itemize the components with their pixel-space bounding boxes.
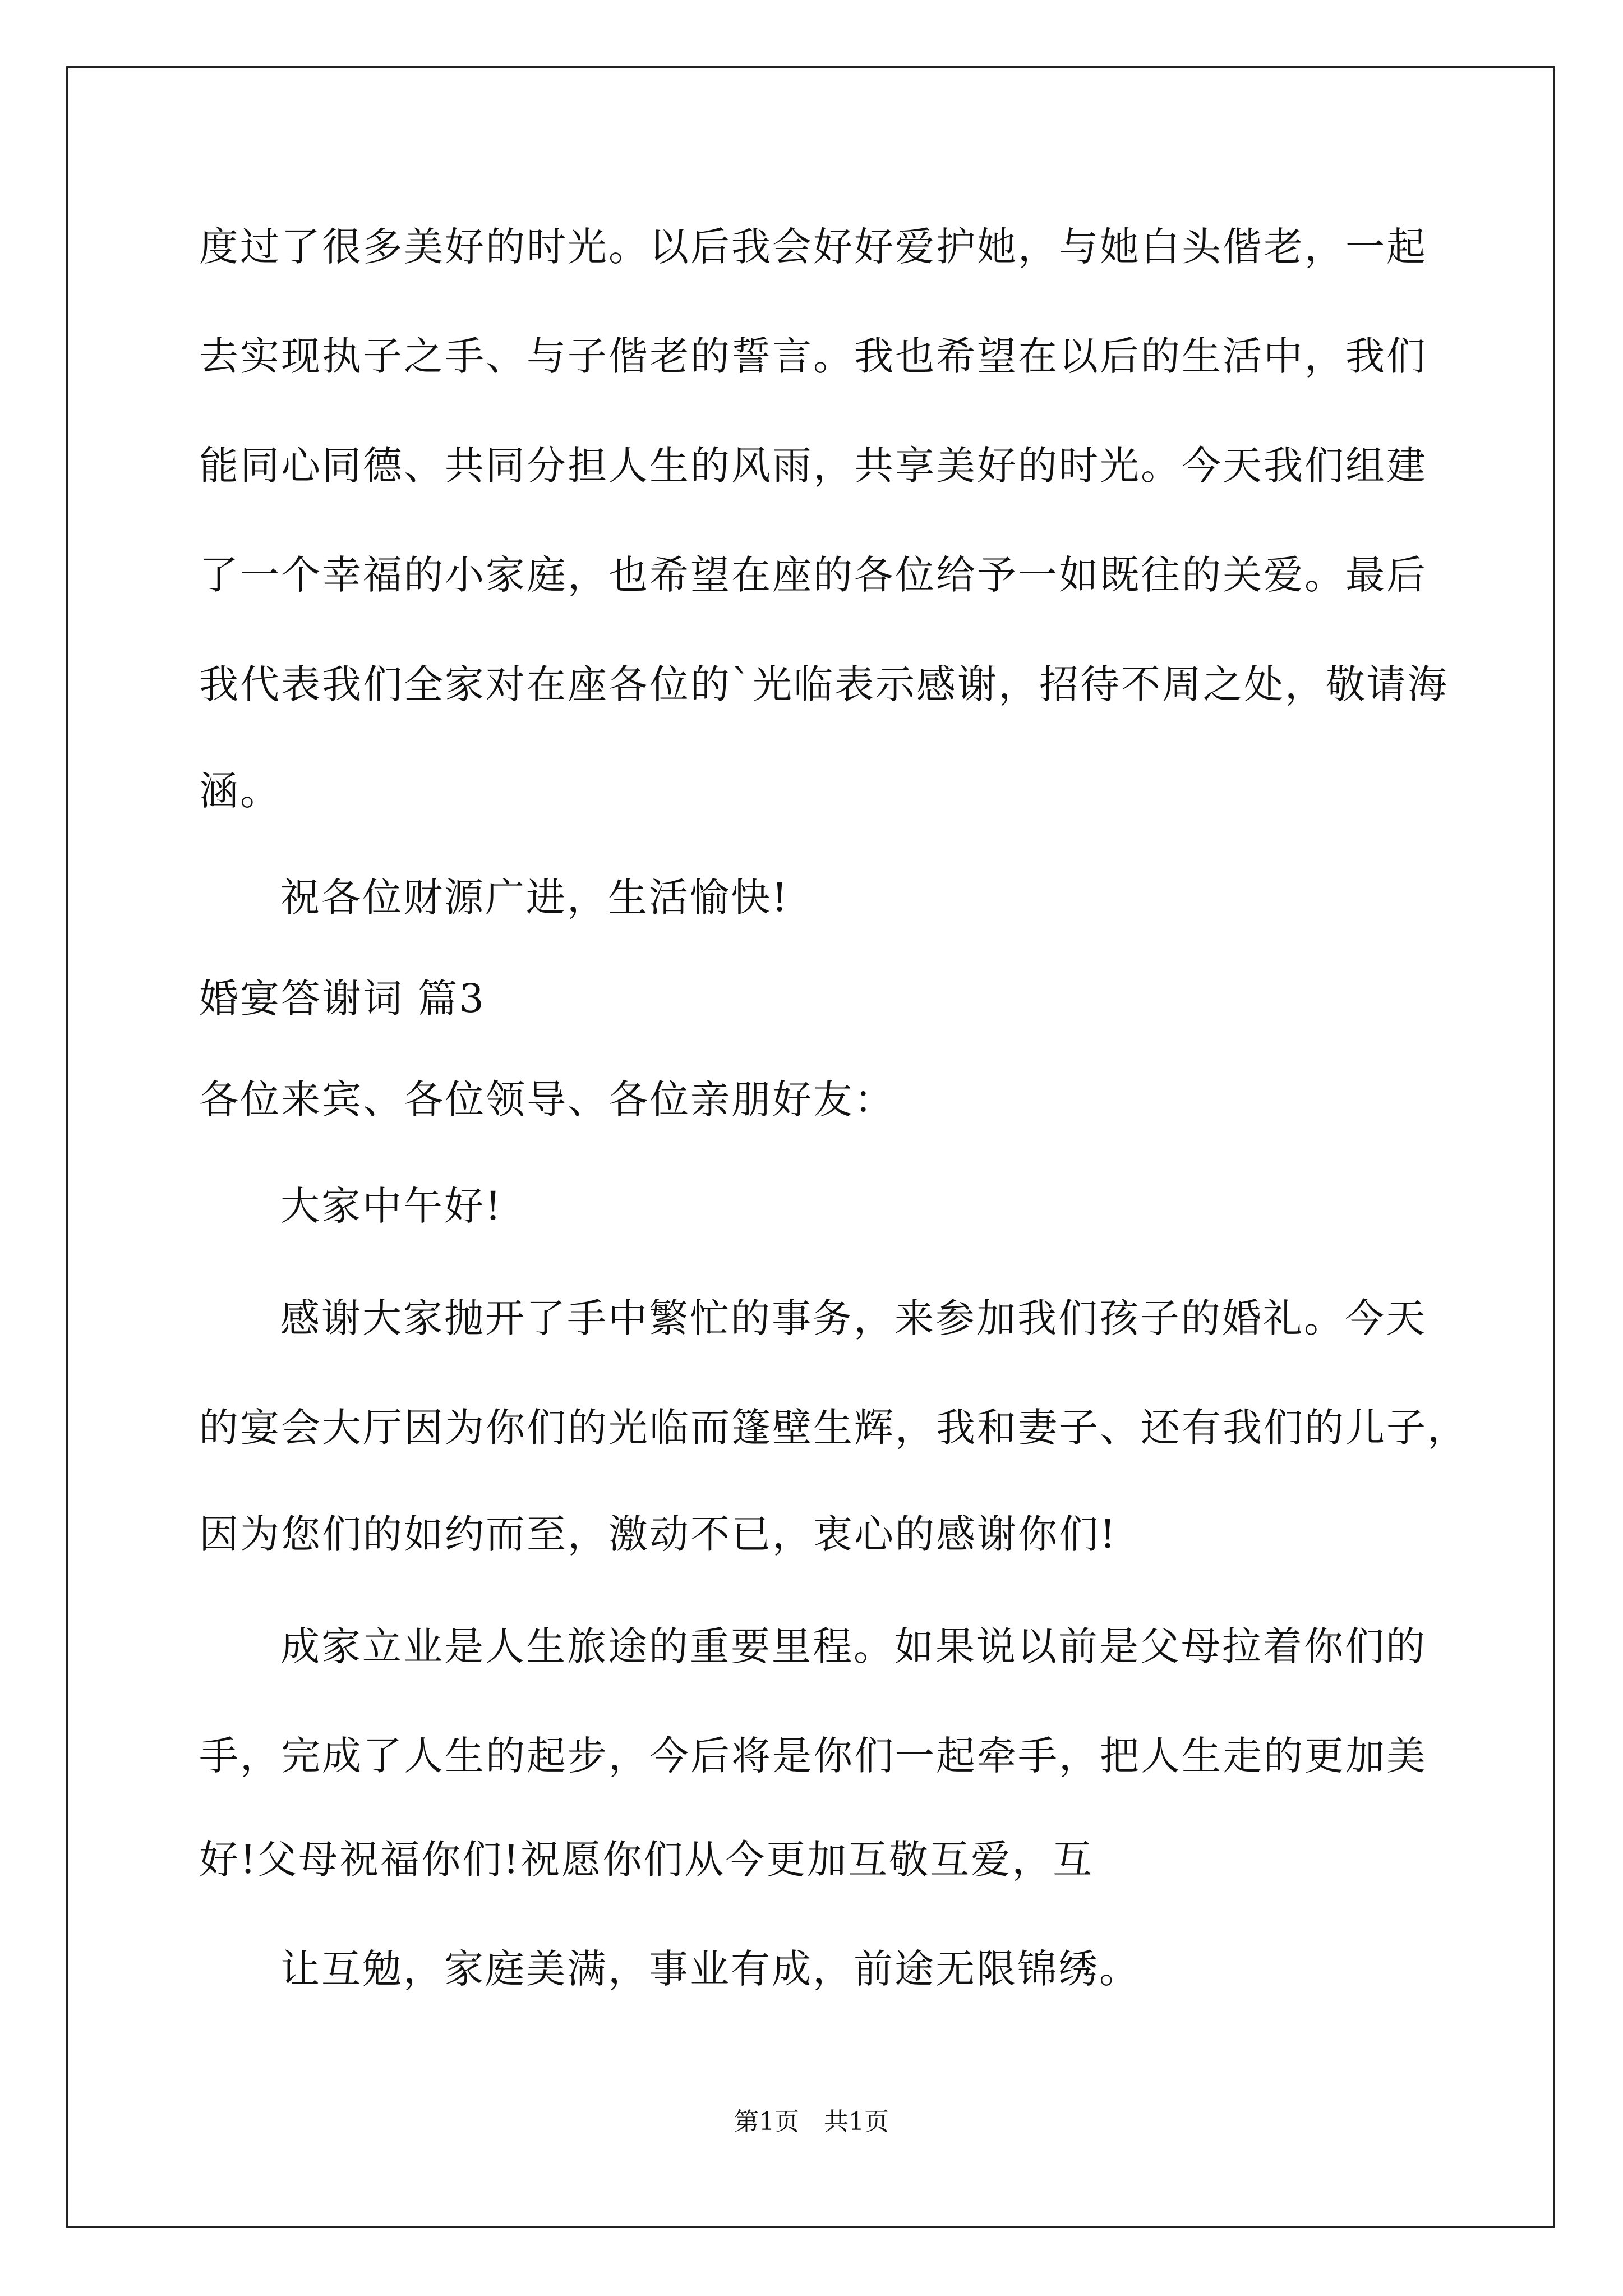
body-text-line: 度过了很多美好的时光。以后我会好好爱护她，与她白头偕老，一起 [199,224,1427,270]
blessing-line: 祝各位财源广进，生活愉快! [280,875,790,921]
body-text-line: 感谢大家抛开了手中繁忙的事务，来参加我们孩子的婚礼。今天 [280,1295,1427,1341]
body-text-line: 手，完成了人生的起步，今后将是你们一起牵手，把人生走的更加美 [199,1733,1427,1779]
body-text-line: 好!父母祝福你们!祝愿你们从今更加互敬互爱，互 [199,1837,1094,1883]
body-text-line: 让互勉，家庭美满，事业有成，前途无限锦绣。 [280,1946,1140,1992]
page-border [66,66,1555,2228]
greeting-line: 大家中午好! [280,1183,503,1229]
body-text-line: 去实现执子之手、与子偕老的誓言。我也希望在以后的生活中，我们 [199,333,1427,379]
section-heading: 婚宴答谢词 篇3 [199,976,486,1022]
body-text-line: 能同心同德、共同分担人生的风雨，共享美好的时光。今天我们组建 [199,443,1427,489]
salutation-line: 各位来宾、各位领导、各位亲朋好友： [199,1076,895,1122]
body-text-line: 成家立业是人生旅途的重要里程。如果说以前是父母拉着你们的 [280,1623,1427,1669]
page-number-footer: 第1页 共1页 [734,2108,889,2136]
body-text-line: 因为您们的如约而至，激动不已，衷心的感谢你们! [199,1511,1118,1557]
body-text-line: 涵。 [199,768,281,814]
body-text-line: 我代表我们全家对在座各位的`光临表示感谢，招待不周之处，敬请海 [199,661,1449,707]
body-text-line: 的宴会大厅因为你们的光临而篷壁生辉，我和妻子、还有我们的儿子， [199,1405,1468,1451]
body-text-line: 了一个幸福的小家庭，也希望在座的各位给予一如既往的关爱。最后 [199,552,1427,598]
